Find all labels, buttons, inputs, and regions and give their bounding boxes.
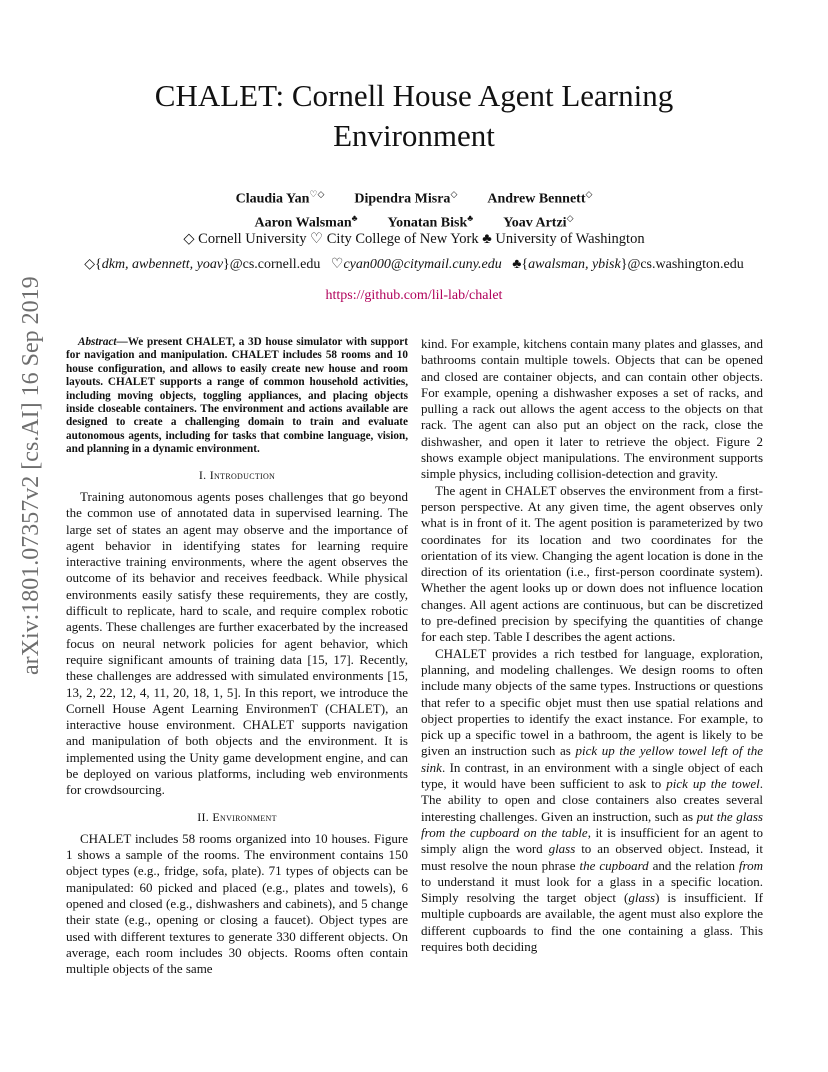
author-emails: ◇{dkm, awbennett, yoav}@cs.cornell.edu ♡cyan000@citymail.cuny.edu ♣{awalsman, ybisk}@cs.washington.edu [84,257,744,272]
paragraph: Training autonomous agents poses challenges that go beyond the common use of annotated data in supervised learning. The large set of states an agent may observe and the importance of agent behavior in identifying states for learning require interactive training environments, where the agent observes the outcome of its behavior and receives feedback. While physical environments easily satisfy these requirements, they are costly, difficult to replicate, hard to scale, and require complex robotic agents. These challenges are further exacerbated by the increased focus on neural network policies for agent behavior, which require significant amounts of training data [15, 17]. Recently, these challenges are addressed with simulated environments [15, 13, 2, 22, 12, 4, 11, 20, 18, 1, 5]. In this report, we introduce the Cornell House Agent Learning EnvironmenT (CHALET), an interactive house environment. CHALET supports navigation and manipulation of both objects and the environment. It is implemented using the Unity game development engine, and can be deployed on various platforms, including web environments for crowdsourcing. [66,488,408,798]
author: Andrew Bennett◇ [487,189,593,207]
abstract: Abstract—We present CHALET, a 3D house simulator with support for navigation and manipulation. CHALET includes 58 rooms and 10 house configuration, and allows to easily create new house and room layouts. CHALET supports a range of common household activities, including moving objects, toggling appliances, and placing objects inside closeable containers. The environment and actions available are designed to create a challenging domain to train and evaluate autonomous agents, including for tasks that combine language, vision, and planning in a dynamic environment. [66,336,408,456]
author: Dipendra Misra◇ [354,189,458,207]
author: Claudia Yan♡◇ [235,189,325,207]
arxiv-id: arXiv:1801.07357v2 [cs.AI] 16 Sep 2019 [18,276,44,675]
paragraph: CHALET includes 58 rooms organized into 10 houses. Figure 1 shows a sample of the rooms. The environment contains 150 object types (e.g., fridge, sofa, plate). 71 types of objects can be manipulated: 60 picked and placed (e.g., plates and towels), 6 opened and closed (e.g., dishwashers and cabinets), and 5 change their state (e.g., opening or closing a faucet). Object types are used with different textures to generate 330 different objects. On average, each room includes 30 objects. Rooms often contain multiple objects of the same [66,830,408,977]
left-column [66,336,408,978]
author: Yoav Artzi◇ [503,212,574,231]
paragraph: CHALET provides a rich testbed for language, exploration, planning, and modeling challenges. We design rooms to often include many objects of the same types. Instructions or questions that refer to a specific objet must then use spatial relations and object properties to identify the exact instance. For example, to pick up a specific towel in a bathroom, the agent is likely to be given an instruction such as pick up the yellow towel left of the sink. In contrast, in an environment with a single object of each type, it would have been sufficient to ask to pick up the towel. The ability to open and close containers also creates several interesting challenges. Given an instruction, such as put the glass from the cupboard on the table, it is insufficient for an agent to simply align the word glass to an observed object. Instead, it must resolve the noun phrase the cupboard and the relation from to understand it must look for a glass in a specific location. Simply resolving the target object (glass) is insufficient. If multiple cupboards are available, the agent must also explore the different cupboards to find the one containing a glass. This requires both deciding [421,645,764,954]
section-heading-introduction: I. Introduction [198,467,276,482]
author: Aaron Walsman♣ [254,212,358,231]
author: Yonatan Bisk♣ [387,212,474,231]
paper-title: CHALET: Cornell House Agent Learning Environment [154,78,674,153]
paragraph: The agent in CHALET observes the environment from a first-person perspective. At any given time, the agent observes only what is in front of it. The agent position is parameterized by two coordinates for its location and two coordinates for the orientation of its view. Changing the agent location is done in the direction of its orientation (i.e., first-person coordinate system). Whether the agent looks up or down does not influence location changes. All agent actions are continuous, but can be discretized to pre-defined precision by specifying the quantities of change for each step. Table I describes the agent actions. [421,482,763,645]
section-heading-environment: II. Environment [197,809,277,824]
arxiv-sidebar [18,276,48,675]
right-column [421,336,763,955]
paragraph: kind. For example, kitchens contain many plates and glasses, and bathrooms contain multiple towels. Objects that can be opened and closed are container objects, and can contain other objects. For example, opening a dishwasher exposes a set of racks, and pulling a rack out allows the agent access to the objects on that rack. The agent can also put an object on the rack, close the dishwasher, and open it later to retrieve the object. Figure 2 shows example object manipulations. The environment supports simple physics, including collision-detection and gravity. [421,336,763,482]
affiliations: ◇ Cornell University ♡ City College of New York ♣ University of Washington [183,231,645,247]
author-block [200,185,628,232]
author-row [200,209,628,233]
author-row [200,185,628,209]
project-link[interactable]: https://github.com/lil-lab/chalet [325,288,503,303]
